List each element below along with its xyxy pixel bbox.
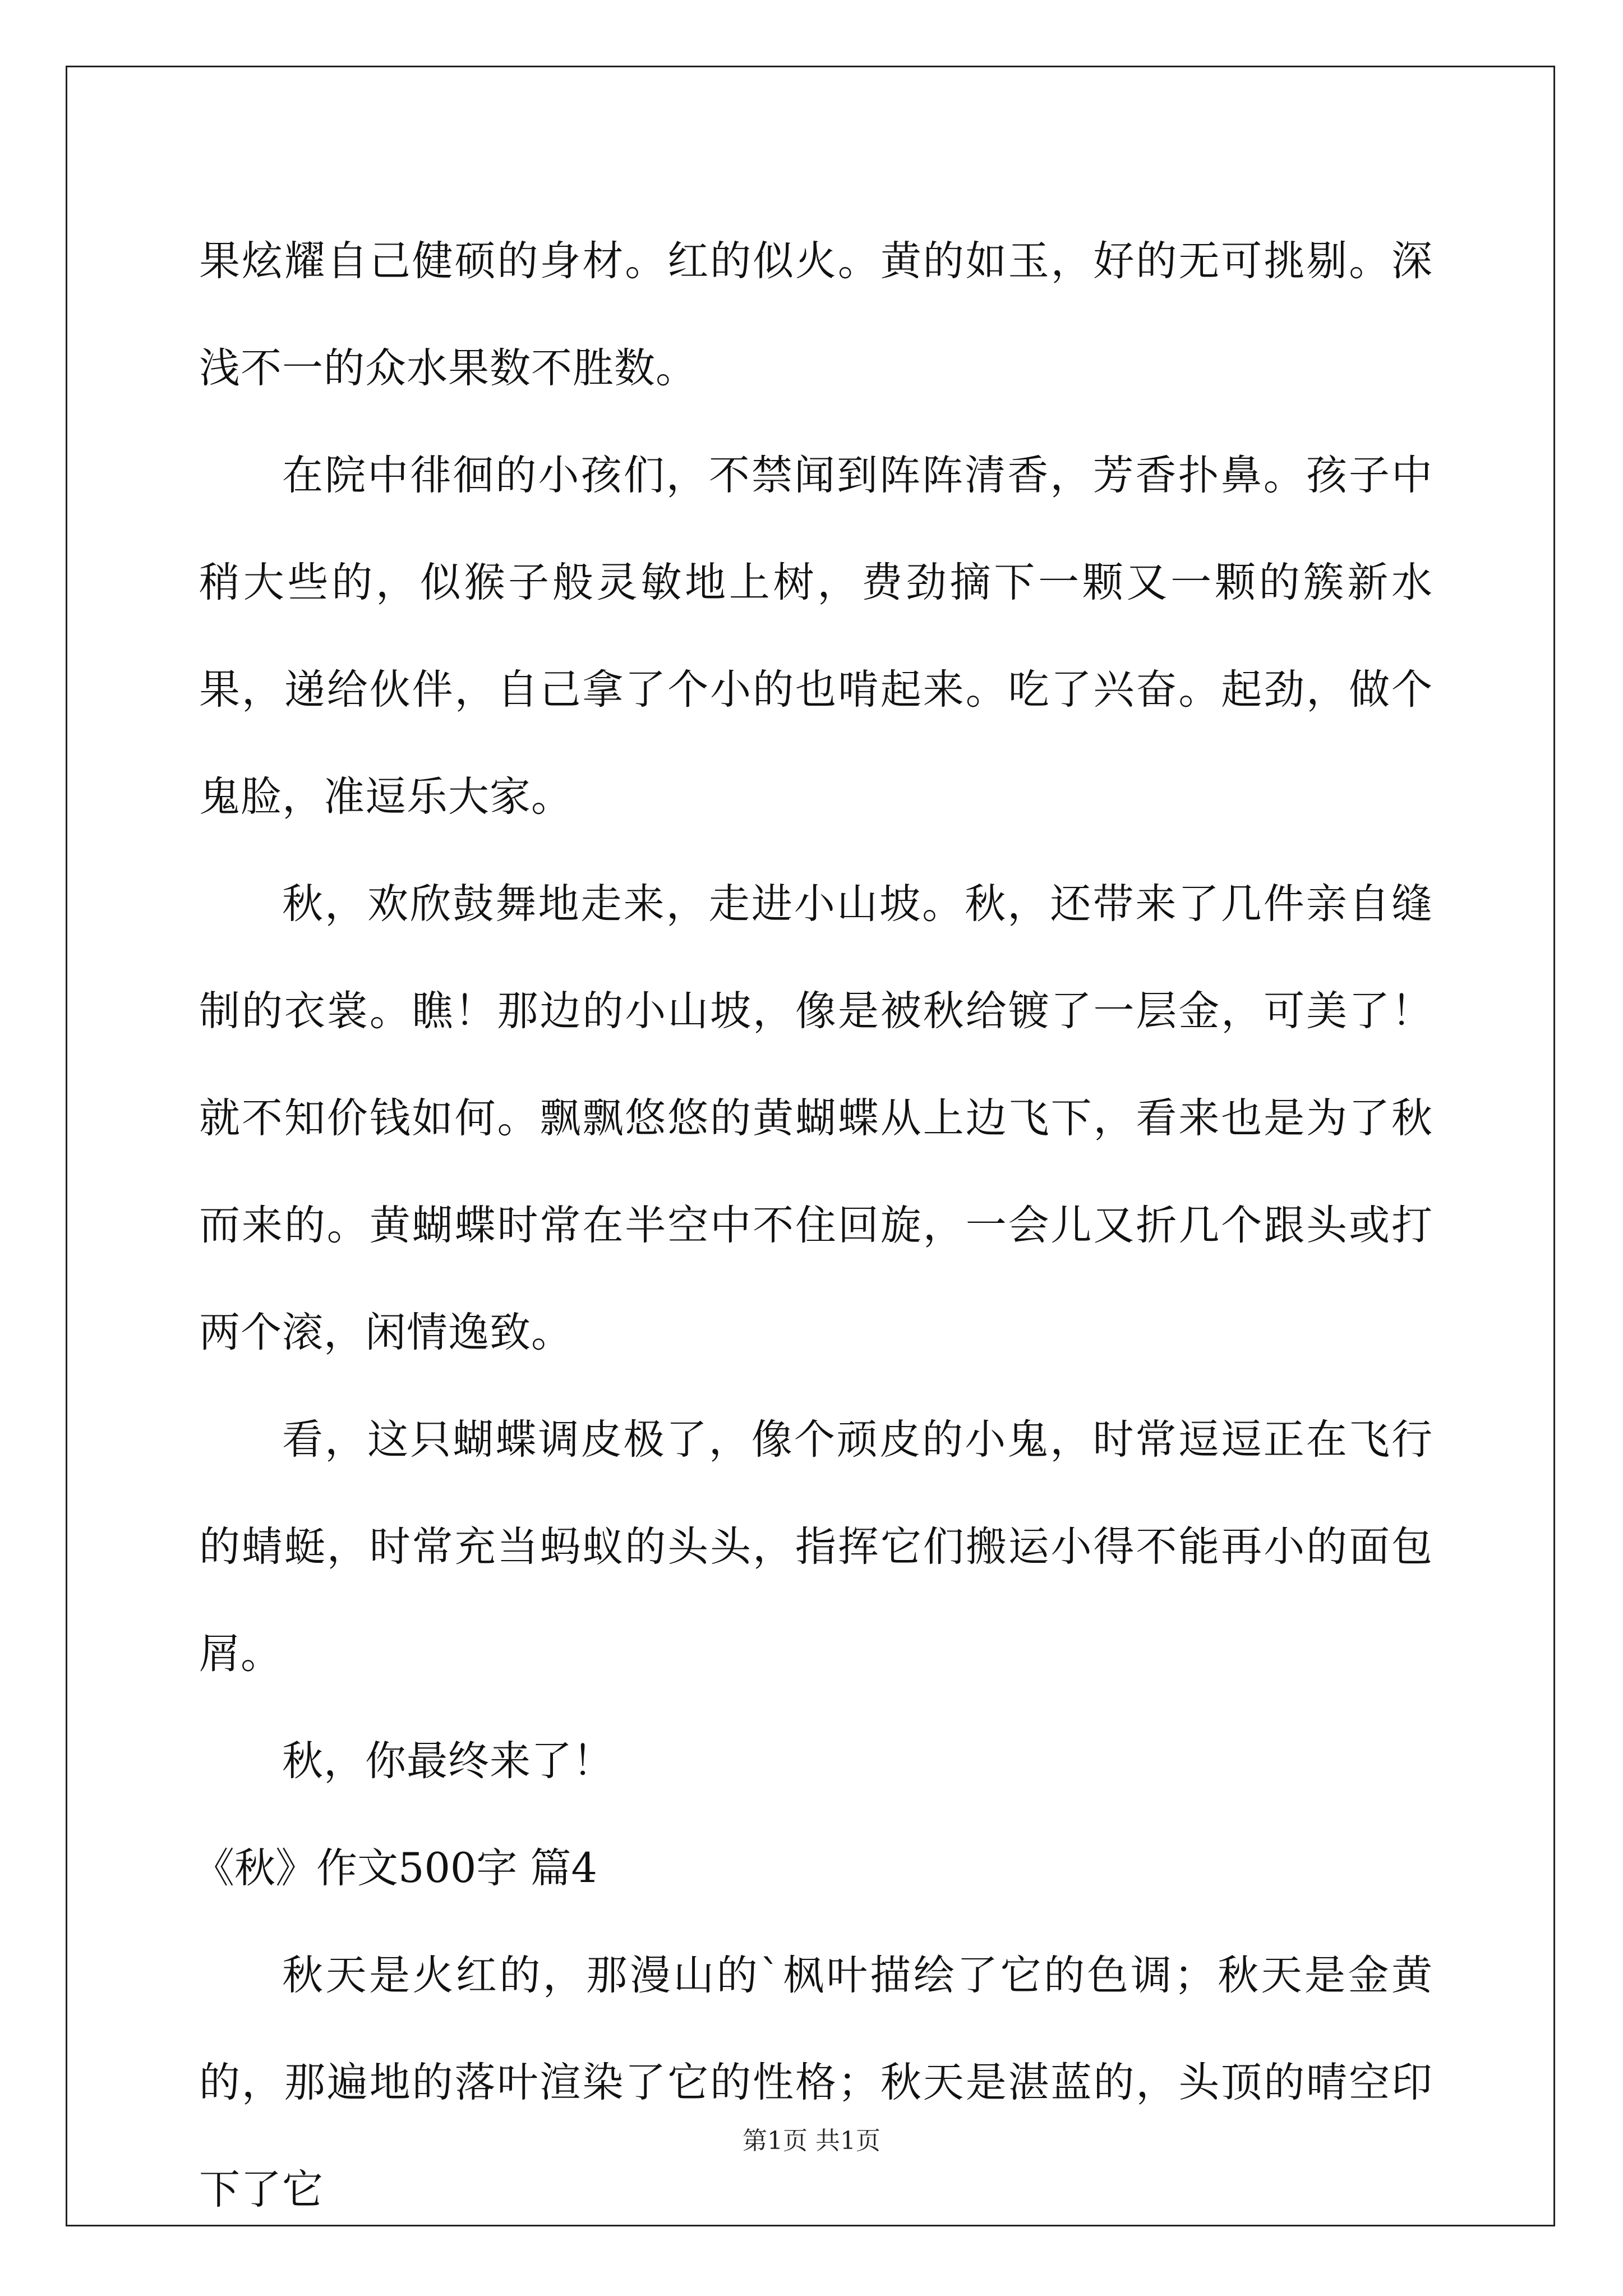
paragraph-4: 看，这只蝴蝶调皮极了，像个顽皮的小鬼，时常逗逗正在飞行的蜻蜓，时常充当蚂蚁的头头，指挥它们搬运小得不能再小的面包屑。 bbox=[199, 1416, 1433, 1678]
paragraph-2: 在院中徘徊的小孩们，不禁闻到阵阵清香，芳香扑鼻。孩子中稍大些的，似猴子般灵敏地上树，费劲摘下一颗又一颗的簇新水果，递给伙伴，自己拿了个小的也啃起来。吃了兴奋。起劲，做个鬼脸，准逗乐大家。 bbox=[199, 452, 1433, 821]
paragraph-3: 秋，欢欣鼓舞地走来，走进小山坡。秋，还带来了几件亲自缝制的衣裳。瞧！那边的小山坡，像是被秋给镀了一层金，可美了！就不知价钱如何。飘飘悠悠的黄蝴蝶从上边飞下，看来也是为了秋而来的。黄蝴蝶时常在半空中不住回旋，一会儿又折几个跟头或打两个滚，闲情逸致。 bbox=[199, 880, 1433, 1356]
document-body bbox=[193, 208, 1433, 2243]
paragraph-5: 秋，你最终来了！ bbox=[282, 1737, 614, 1785]
paragraph-6: 秋天是火红的，那漫山的`枫叶描绘了它的色调；秋天是金黄的，那遍地的落叶渲染了它的性格；秋天是湛蓝的，头顶的晴空印下了它 bbox=[199, 1952, 1433, 2214]
paragraph-1: 果炫耀自己健硕的身材。红的似火。黄的如玉，好的无可挑剔。深浅不一的众水果数不胜数。 bbox=[199, 237, 1433, 392]
section-heading: 《秋》作文500字 篇4 bbox=[193, 1844, 597, 1892]
page-footer: 第1页 共1页 bbox=[743, 2127, 880, 2155]
